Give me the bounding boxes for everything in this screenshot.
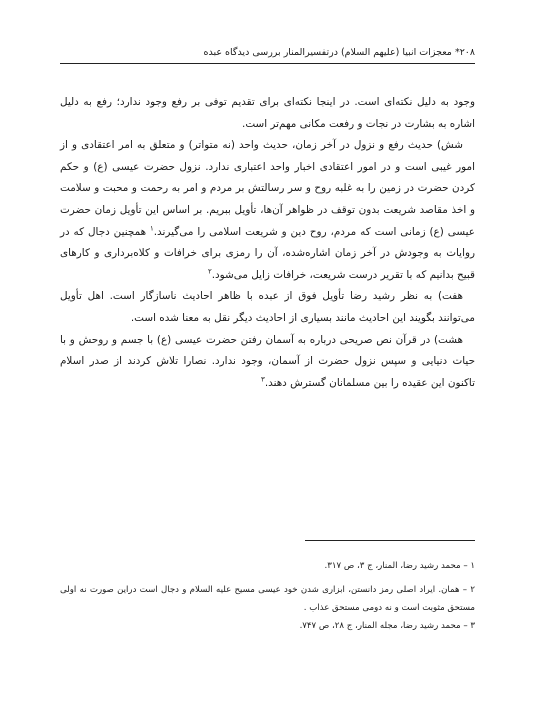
footnote-ref-3: ۳ (261, 375, 265, 384)
paragraph-3-text: هفت) به نظر رشید رضا تأویل فوق از عبده با ظاهر احادیث ناسازگار است. اهل تأویل می‌توانند بگویند این احادیث مانند بسیاری از احادیث دیگر نقل به معنا شده است. (60, 290, 475, 324)
header-separator: * (454, 47, 460, 58)
paragraph-1-text: وجود به دلیل نکته‌ای است. در اینجا نکته‌ای برای تقدیم توفی بر رفع وجود ندارد؛ رفع به دلیل اشاره به بشارت در نجات و رفعت مکانی مهم‌تر است. (60, 96, 475, 130)
paragraph-4 (60, 330, 475, 395)
paragraph-2 (60, 135, 475, 286)
footnote-2: ۲ – همان. ایراد اصلی رمز دانستن، ابزاری شدن خود عیسی مسیح علیه السلام و دجال است دراین صورت نه اولی مستحق مثوبت است و نه دومی مستحق عذاب . (60, 585, 475, 613)
footnote-1: ۱ – محمد رشید رضا، المنار، ج ۳، ص ۳۱۷. (324, 561, 475, 571)
paragraph-4-text: هشت) در قرآن نص صریحی درباره به آسمان رفتن حضرت عیسی (ع) با جسم و روحش و با حیات دنیایی و سپس نزول حضرت از آسمان، وجود ندارد. نصارا تلاش کردند از صدر اسلام تاکنون این عقیده را بین مسلمانان گسترش دهند. (60, 333, 475, 389)
running-header (60, 47, 475, 64)
paragraph-2-text: شش) حدیث رفع و نزول در آخر زمان، حدیث واحد (نه متواتر) و متعلق به امر اعتقادی و از امور غیبی است و در امور اعتقادی اخبار واحد اعتباری ندارد. نزول حضرت عیسی (ع) و حکم کردن حضرت در زمین را به غلبه روح و سر رسالتش بر مردم و امر به رحمت و محبت و سلامت و اخذ مقاصد شریعت بدون توقف در ظواهر آن‌ها، تأویل ببریم. بر اساس این تأویل زمان حضرت عیسی (ع) زمانی است که مردم، روح دین و شریعت اسلامی را می‌گیرند. (60, 139, 475, 238)
paragraph-2b-text: همچنین دجال که در روایات به وجودش در آخر زمان اشاره‌شده، آن را رمزی برای خرافات و کلاه‌برداری و کارهای قبیح بدانیم که با تقریر درست شریعت، خرافات زایل می‌شود. (60, 225, 475, 281)
footnote-divider (305, 540, 475, 541)
footnote-ref-1: ۱ (149, 224, 154, 233)
footnote-ref-2: ۲ (207, 267, 212, 276)
header-title: معجزات انبیا (علیهم السلام) درتفسیرالمنار بررسی دیدگاه عبده (203, 47, 452, 58)
body-text (60, 92, 475, 394)
header-page-number: ۲۰۸ (459, 47, 475, 58)
paragraph-1 (60, 92, 475, 135)
paragraph-3 (60, 286, 475, 329)
footnote-3: ۳ – محمد رشید رضا، مجله المنار، ج ۲۸، ص ۷۴۷. (299, 621, 475, 631)
footnotes (60, 557, 475, 641)
